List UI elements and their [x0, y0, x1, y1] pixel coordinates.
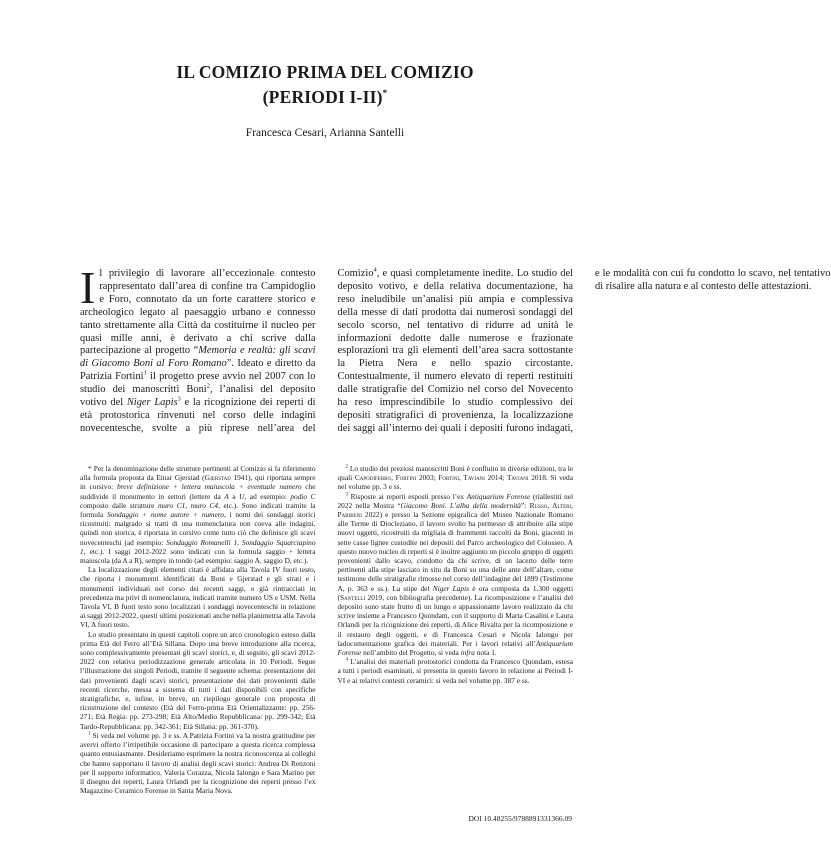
footnote-4: $^4$ L’analisi dei materiali protostorici condotta da Francesco Quondam, estesa a tutti i periodi esaminati, si presenta in questo lavoro in relazione ai Periodi I-VI e ai relativi contesti ceramici: si veda nel volume pp. 387 e ss. — [337, 657, 573, 685]
footnote-ref-2: 2 — [206, 382, 210, 390]
footnote-2: $^2$ Lo studio dei preziosi manoscritti Boni è confluito in diverse edizioni, tra le quali Capodiferro, Fortini 2003; Fortini, Taviani 2014; Taviani 2018. Si veda nel volume pp. 3 e ss. — [337, 464, 573, 492]
title-line-1: IL COMIZIO PRIMA DEL COMIZIO — [176, 62, 474, 82]
body-text-run: , l’analisi del deposito votivo del — [80, 384, 316, 409]
body-text-run: ”. Ideato e diretto da Patrizia Fortini — [80, 358, 316, 383]
body-text-run: il progetto prese avvio nel 2007 con lo studio dei manoscritti Boni — [80, 371, 316, 396]
body-text-run: , e quasi completamente inedite. Lo studio del deposito votivo, e della relativa documentazione, ha reso ineludibile un’analisi più ampia e complessiva della messe di dati prodotta dai numerosi sondaggi del secolo scorso, nel tentativo di ridurre ad unità le informazioni dedotte dalle numerose e frazionate esplorazioni tra gli elementi dell’area sacra sottostante la Pietra Nera e nello spazio circostante. Contestualmente, il numero elevato di reperti restituiti dalle stratigrafie del Comizio nel corso del Novecento ha reso imprescindibile lo studio complessivo dei depositi stratigrafici di provenienza, la localizzazione dei saggi all’interno dei quali i depositi furono indagati, e le modalità con cui fu condotto lo scavo, nel tentativo di risalire alla natura e al contesto delle attestazioni. — [337, 268, 831, 434]
footnote-ref-4: 4 — [373, 266, 377, 274]
footnote-1: $^1$ Si veda nel volume pp. 3 e ss. A Patrizia Fortini va la nostra gratitudine per avervi offerto l’irripetibile occasione di partecipare a questa ricerca complessa quanto entusiasmante. Desideriamo esprimere la nostra riconoscenza ai colleghi che hanno supportato il lavoro di analisi degli scavi storici: Andrea Di Renzoni per il supporto informatico, Valeria Corazza, Nicola Ialongo e Sara Marino per il disegno dei reperti, Laura Orlandi per la ricognizione dei reperti presso l’ex Magazzino Ceramico Forense in Santa Maria Nova. — [80, 730, 316, 796]
main-body-text — [80, 262, 831, 436]
body-paragraph — [80, 262, 831, 436]
project-title: Memoria e realtà: gli scavi di Giacomo Boni al Foro Romano — [80, 345, 316, 370]
footnote-3: $^3$ Risposte ai reperti esposti presso l’ex Antiquarium Forense (riallestiti nel 2022 nella Mostra “Giacomo Boni. L’alba della modernità”: Russo, Alteri, Paribeni 2022) e presso la Sezione epigrafica del Museo Nazionale Romano alle Terme di Diocleziano, il lavoro svolto ha permesso di attribuire alla stipe nuovi oggetti, ricostruiti da migliaia di frammenti raccolti da Boni, giacenti in sette casse lignee custodite nei depositi del Parco archeologico del Colosseo. A questo nuovo nucleo di reperti si è inoltre aggiunto un piccolo gruppo di oggetti provenienti dallo scavo, condotto da chi scrive, di un lacerto delle terre pertinenti alla stipe lasciato in situ da Boni su una delle ante dell’altare, come testimone delle stratigrafie rimosse nel corso dell’indagine del 1899 (Testimone A, p. 363 e ss.). La stipe del Niger Lapis è ora composta da 1.300 oggetti (Santelli 2019, con bibliografia precedente). La ricomposizione e l’analisi del deposito sono state frutto di un lungo e appassionante lavoro realizzato da chi scrive insieme a Francesco Quondam, con il supporto di Marta Casalini e Laura Orlandi per la ricognizione dei reperti, di Alice Rivalta per la ricomposizione e il restauro degli oggetti, e di Francesca Cesari e Nicola Ialongo per ladocumentazione grafica dei materiali. Per i lavori relativi all’Antiquarium Forense nell’ambito del Progetto, si veda infra nota 1. — [337, 491, 574, 658]
doi-identifier: DOI 10.48255/9788891331366.09 — [468, 814, 572, 823]
footnote-ref-3: 3 — [177, 395, 181, 403]
footnote-asterisk-paragraph-2: La localizzazione degli elementi citati è affidata alla Tavola IV fuori testo, che riporta i monumenti identificati da Boni e Gjerstad e gli strati e i monumenti individuati nel corso dei recenti saggi, o già rintracciati in precedenza ma privi di nomenclatura, indicati tramite numero US e USM. Nella Tavola VI, B fuori testo sono localizzati i sondaggi novecenteschi in relazione ai saggi 2012-2022, questi ultimi posizionati anche nella planimetria alla Tavola VI, A fuori testo. — [80, 565, 316, 630]
title-line-2: (PERIODI I-II) — [262, 86, 383, 107]
body-text-run: e la ricognizione dei reperti di età protostorica rinvenuti nel corso delle indagini novecentesche, svolte a più riprese nell’area del Comizio — [80, 268, 374, 434]
page-title — [0, 62, 650, 108]
body-text-run: l privilegio di lavorare all’eccezionale contesto rappresentato dall’area di confine tra Campidoglio e Foro, connotato da un forte carattere storico e archeologico legato al paesaggio urbano e connesso tanto strettamente alla Città da costituirne il nucleo per quasi mille anni, è derivato a chi scrive dalla partecipazione al progetto “ — [80, 268, 316, 357]
footnote-asterisk-paragraph-3: Lo studio presentato in questi capitoli copre un arco cronologico esteso dalla prima Età del Ferro all’Età Sillana. Dopo una breve introduzione alla ricerca, sono complessivamente presentati gli scavi storici, e, di seguito, gli scavi 2012-2022 con relativa periodizzazione generale articolata in 10 Periodi. Segue l’illustrazione dei singoli Periodi, tramite il seguente schema: presentazione dei dati provenienti dagli scavi storici, presentazione dei dati provenienti dalle recenti ricerche, messa a sistema di tutti i dati disponibili con specifiche stratigrafiche, e, infine, in breve, un riepilogo generale con proposta di ricostruzione del contesto (Età del Ferro-prima Età Orientalizzante: pp. 256-271; Età Regia: pp. 273-298; Età Alto/Medio Repubblicana: pp. 299-342; Età Tardo-Repubblicana: pp. 342-361; Età Sillana: pp. 361-370). — [80, 629, 316, 731]
authors: Francesca Cesari, Arianna Santelli — [245, 127, 405, 139]
footnote-ref-1: 1 — [143, 369, 147, 377]
title-note-marker: * — [382, 88, 388, 98]
niger-lapis-term: Niger Lapis — [126, 397, 178, 409]
drop-cap: I — [80, 262, 96, 313]
footnotes — [80, 464, 573, 804]
footnote-asterisk: * Per la denominazione delle strutture pertinenti al Comizio si fa riferimento alla formula proposta da Einar Gjerstad (Gjerstad 1941), qui riportata sempre in corsivo: breve definizione + lettera maiuscola + eventuale numero che suddivide il monumento in settori (lettere da A a U, ad esempio: podio C composto dalle strutture muro C1, muro C4, etc.). Sono indicati tramite la formula Sondaggio + nome autore + numero, i nomi dei sondaggi storici ricostruiti: malgrado si tratti di una nomenclatura non coeva alle indagini, quindi non storica, è riportata in corsivo come tutto ciò che definisce gli scavi novecenteschi (ad esempio: Sondaggio Romanelli 1, Sondaggio Squarciapino 1, etc.). I saggi 2012-2022 sono indicati con la formula saggio + lettera maiuscola (da A a R), sempre in tondo (ad esempio: saggio A, saggio D, etc.). — [80, 464, 316, 566]
